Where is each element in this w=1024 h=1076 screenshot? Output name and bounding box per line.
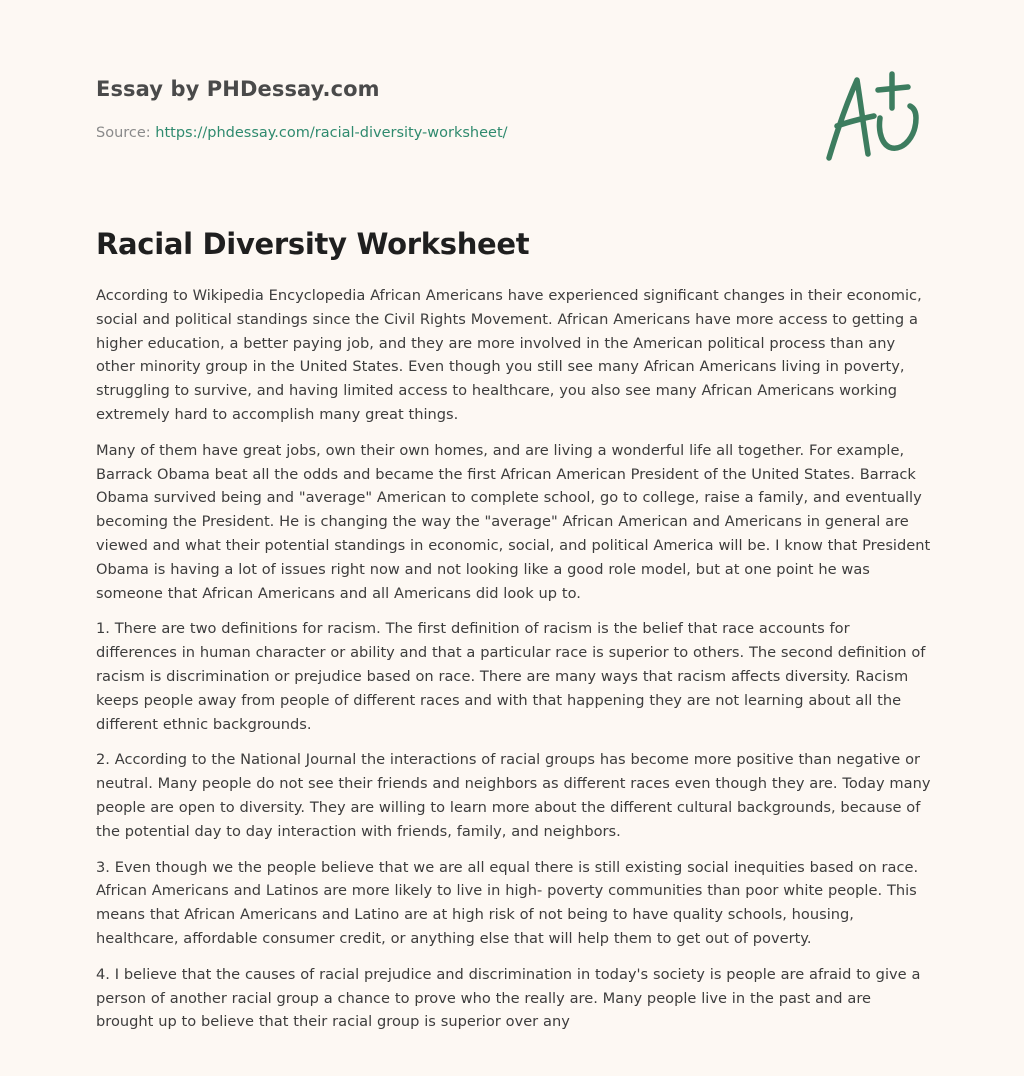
essay-paragraph: 2. According to the National Journal the interactions of racial groups has become more positive than negative or neutral. Many people do not see their friends and neighbors as different races even though they are. Today many people are open to diversity. They are willing to learn more about the different cultural backgrounds, because of the potential day to day interaction with friends, family, and neighbors.: [96, 751, 931, 840]
source-link[interactable]: https://phdessay.com/racial-diversity-worksheet/: [155, 125, 508, 141]
essay-paragraph: 4. I believe that the causes of racial prejudice and discrimination in today's society is people are afraid to give a person of another racial group a chance to prove who the really are. Many people live in the past and are brought up to believe that their racial group is superior over any: [96, 965, 921, 1031]
essay-paragraph: 1. There are two definitions for racism. The first definition of racism is the belief that race accounts for differences in human character or ability and that a particular race is superior to others. The second definition of racism is discrimination or prejudice based on race. There are many ways that racism affects diversity. Racism keeps people away from people of different races and with that happening they are not learning about all the different ethnic backgrounds.: [96, 620, 926, 733]
a-plus-logo-icon: [822, 68, 930, 166]
essay-body: [96, 284, 932, 1046]
essay-title: Racial Diversity Worksheet: [96, 227, 530, 261]
essay-paragraph: According to Wikipedia Encyclopedia African Americans have experienced significant changes in their economic, social and political standings since the Civil Rights Movement. African Americans have more access to getting a higher education, a better paying job, and they are more involved in the American political process than any other minority group in the United States. Even though you still see many African Americans living in poverty, struggling to survive, and having limited access to healthcare, you also see many African Americans working extremely hard to accomplish many great things.: [96, 287, 922, 423]
source-line: [96, 123, 796, 143]
header: [96, 74, 796, 143]
source-label: Source:: [96, 125, 151, 141]
essay-paragraph: 3. Even though we the people believe that we are all equal there is still existing social inequities based on race. African Americans and Latinos are more likely to live in high- poverty communities than poor white people. This means that African Americans and Latino are at high risk of not being to have quality schools, housing, healthcare, affordable consumer credit, or anything else that will help them to get out of poverty.: [96, 858, 919, 947]
brand-title: Essay by PHDessay.com: [96, 77, 380, 101]
essay-paragraph: Many of them have great jobs, own their own homes, and are living a wonderful life all together. For example, Barrack Obama beat all the odds and became the first African American President of the United States. Barrack Obama survived being and "average" American to complete school, go to college, raise a family, and eventually becoming the President. He is changing the way the "average" African American and Americans in general are viewed and what their potential standings in economic, social, and political America will be. I know that President Obama is having a lot of issues right now and not looking like a good role model, but at one point he was someone that African Americans and all Americans did look up to.: [96, 441, 931, 602]
